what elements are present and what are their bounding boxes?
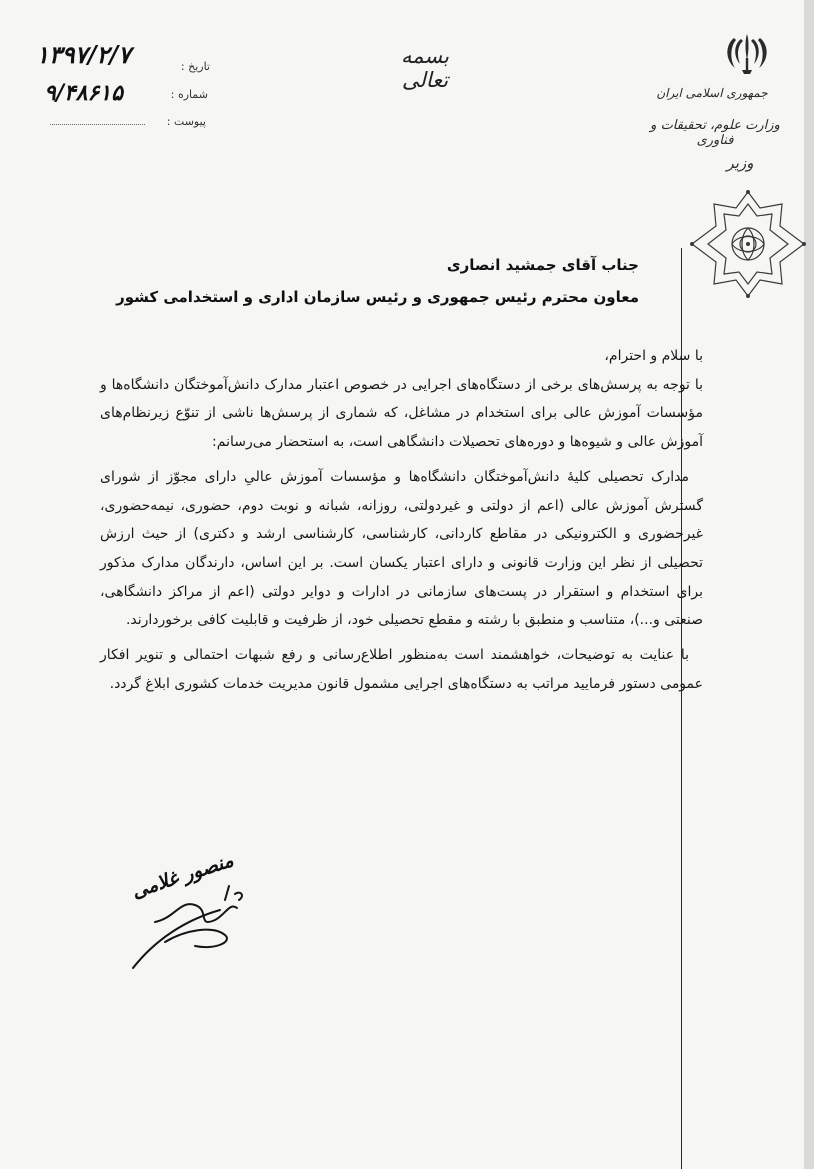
paragraph-1: با توجه به پرسش‌های برخی از دستگاه‌های اجرایی در خصوص اعتبار مدارک دانش‌آموختگان دانشگاه‌ها و مؤسسات آموزش عالی برای استخدام در مشاغل، که شماری از پرسش‌ها ناشی از تنوّع زیرنظام‌های آموزش عالی و شیوه‌ها و دوره‌های تحصیلات دانشگاهی است، به استحضار می‌رسانم: — [100, 376, 703, 451]
recipient-name: جناب آقای جمشید انصاری — [446, 256, 639, 274]
date-value: ۱۳۹۷/۲/۷ — [36, 40, 131, 69]
signatory-name: منصور غلامی — [129, 849, 237, 903]
signature-mark — [125, 880, 255, 975]
number-label: شماره : — [170, 88, 208, 101]
ministry-name: وزارت علوم، تحقیقات و فناوری — [650, 118, 780, 148]
ornament-logo — [686, 188, 810, 300]
scan-edge — [804, 0, 814, 1169]
paragraph-2: مدارک تحصیلی کلیهٔ دانش‌آموختگان دانشگاه‌ها و مؤسسات آموزش عالیِ دارای مجوّز از شورای گسترش آموزش عالی (اعم از دولتی و غیردولتی، روزانه، شبانه و نوبت دوم، حضوری، نیمه‌حضوری، غیرحضوری و الکترونیکی در مقاطع کاردانی، کارشناسی، کارشناسی ارشد و دکتری) از حیث ارزش تحصیلی از نظر این وزارت قانونی و دارای اعتبار یکسان است. بر این اساس، دارندگان مدارک مذکور برای استخدام و استقرار در پست‌های سازمانی در ادارات و دوایر دولتی (اعم از مراکز دانشگاهی، صنعتی و...)، متناسب و منطبق با رشته و مقطع تحصیلی خود، از ظرفیت و قابلیت کافی برخوردارند. — [100, 468, 703, 629]
office-title: وزیر — [726, 154, 754, 172]
bismillah-heading: بسمه تعالی — [401, 44, 449, 92]
attachment-label: پیوست : — [166, 115, 206, 128]
date-label: تاریخ : — [180, 60, 210, 73]
number-value: ۹/۴۸۶۱۵ — [44, 80, 123, 106]
recipient-title: معاون محترم رئیس جمهوری و رئیس سازمان اداری و استخدامی کشور — [116, 288, 639, 306]
letter-body — [100, 342, 703, 698]
greeting: با سلام و احترام، — [604, 348, 703, 364]
iran-emblem-icon — [722, 30, 772, 78]
paragraph-3: با عنایت به توضیحات، خواهشمند است به‌منظور اطلاع‌رسانی و رفع شبهات احتمالی و تنویر افکار عمومی دستور فرمایید مراتب به دستگاه‌های اجرایی مشمول قانون مدیریت خدمات کشوری ابلاغ گردد. — [100, 647, 703, 692]
country-name: جمهوری اسلامی ایران — [656, 86, 768, 100]
attachment-line — [50, 124, 145, 125]
